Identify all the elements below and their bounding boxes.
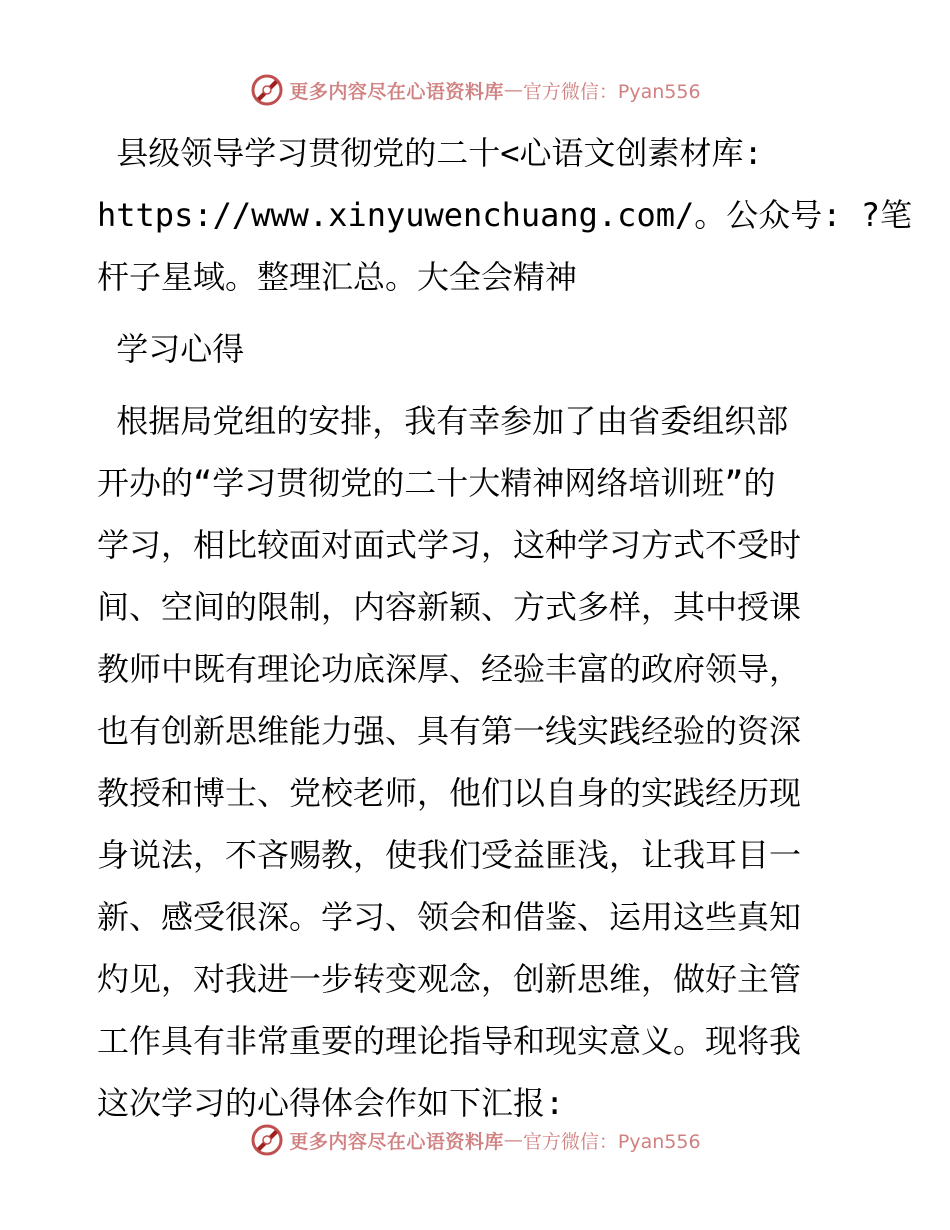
paragraph-line: 教师中既有理论功底深厚、经验丰富的政府领导， <box>97 650 802 688</box>
watermark-wechat: 官方微信：Pyan556 <box>522 1130 701 1153</box>
paragraph-line: 学习，相比较面对面式学习，这种学习方式不受时 <box>97 526 802 564</box>
paragraph-line: 这次学习的心得体会作如下汇报: <box>97 1084 565 1122</box>
paragraph-line: 工作具有非常重要的理论指导和现实意义。现将我 <box>97 1022 802 1060</box>
watermark-wechat: 官方微信：Pyan556 <box>522 80 701 103</box>
paragraph-line: 也有创新思维能力强、具有第一线实践经验的资深 <box>97 712 802 750</box>
paragraph-line: 根据局党组的安排，我有幸参加了由省委组织部 <box>97 402 789 440</box>
watermark-dash: — <box>503 1129 523 1151</box>
brand-logo-icon <box>249 1122 285 1158</box>
brand-logo-icon <box>249 72 285 108</box>
title-line: 杆子星域。整理汇总。大全会精神 <box>97 258 578 296</box>
paragraph-line: 间、空间的限制，内容新颖、方式多样，其中授课 <box>97 588 802 626</box>
paragraph-line: 身说法，不吝赐教，使我们受益匪浅，让我耳目一 <box>97 836 802 874</box>
paragraph-line: 开办的“学习贯彻党的二十大精神网络培训班”的 <box>97 464 776 502</box>
watermark-banner-bottom <box>0 1120 950 1160</box>
watermark-banner-top <box>0 70 950 110</box>
title-line: 县级领导学习贯彻党的二十<心语文创素材库: <box>97 134 763 172</box>
paragraph-line: 新、感受很深。学习、领会和借鉴、运用这些真知 <box>97 898 802 936</box>
title-line: https://www.xinyuwenchuang.com/。公众号: ?笔 <box>97 196 913 234</box>
section-heading: 学习心得 <box>97 330 245 368</box>
document-body <box>97 122 913 1134</box>
paragraph-line: 灼见，对我进一步转变观念，创新思维，做好主管 <box>97 960 802 998</box>
watermark-text: 更多内容尽在心语资料库 <box>289 80 504 103</box>
paragraph-line: 教授和博士、党校老师，他们以自身的实践经历现 <box>97 774 802 812</box>
watermark-text: 更多内容尽在心语资料库 <box>289 1130 504 1153</box>
watermark-dash: — <box>503 79 523 101</box>
